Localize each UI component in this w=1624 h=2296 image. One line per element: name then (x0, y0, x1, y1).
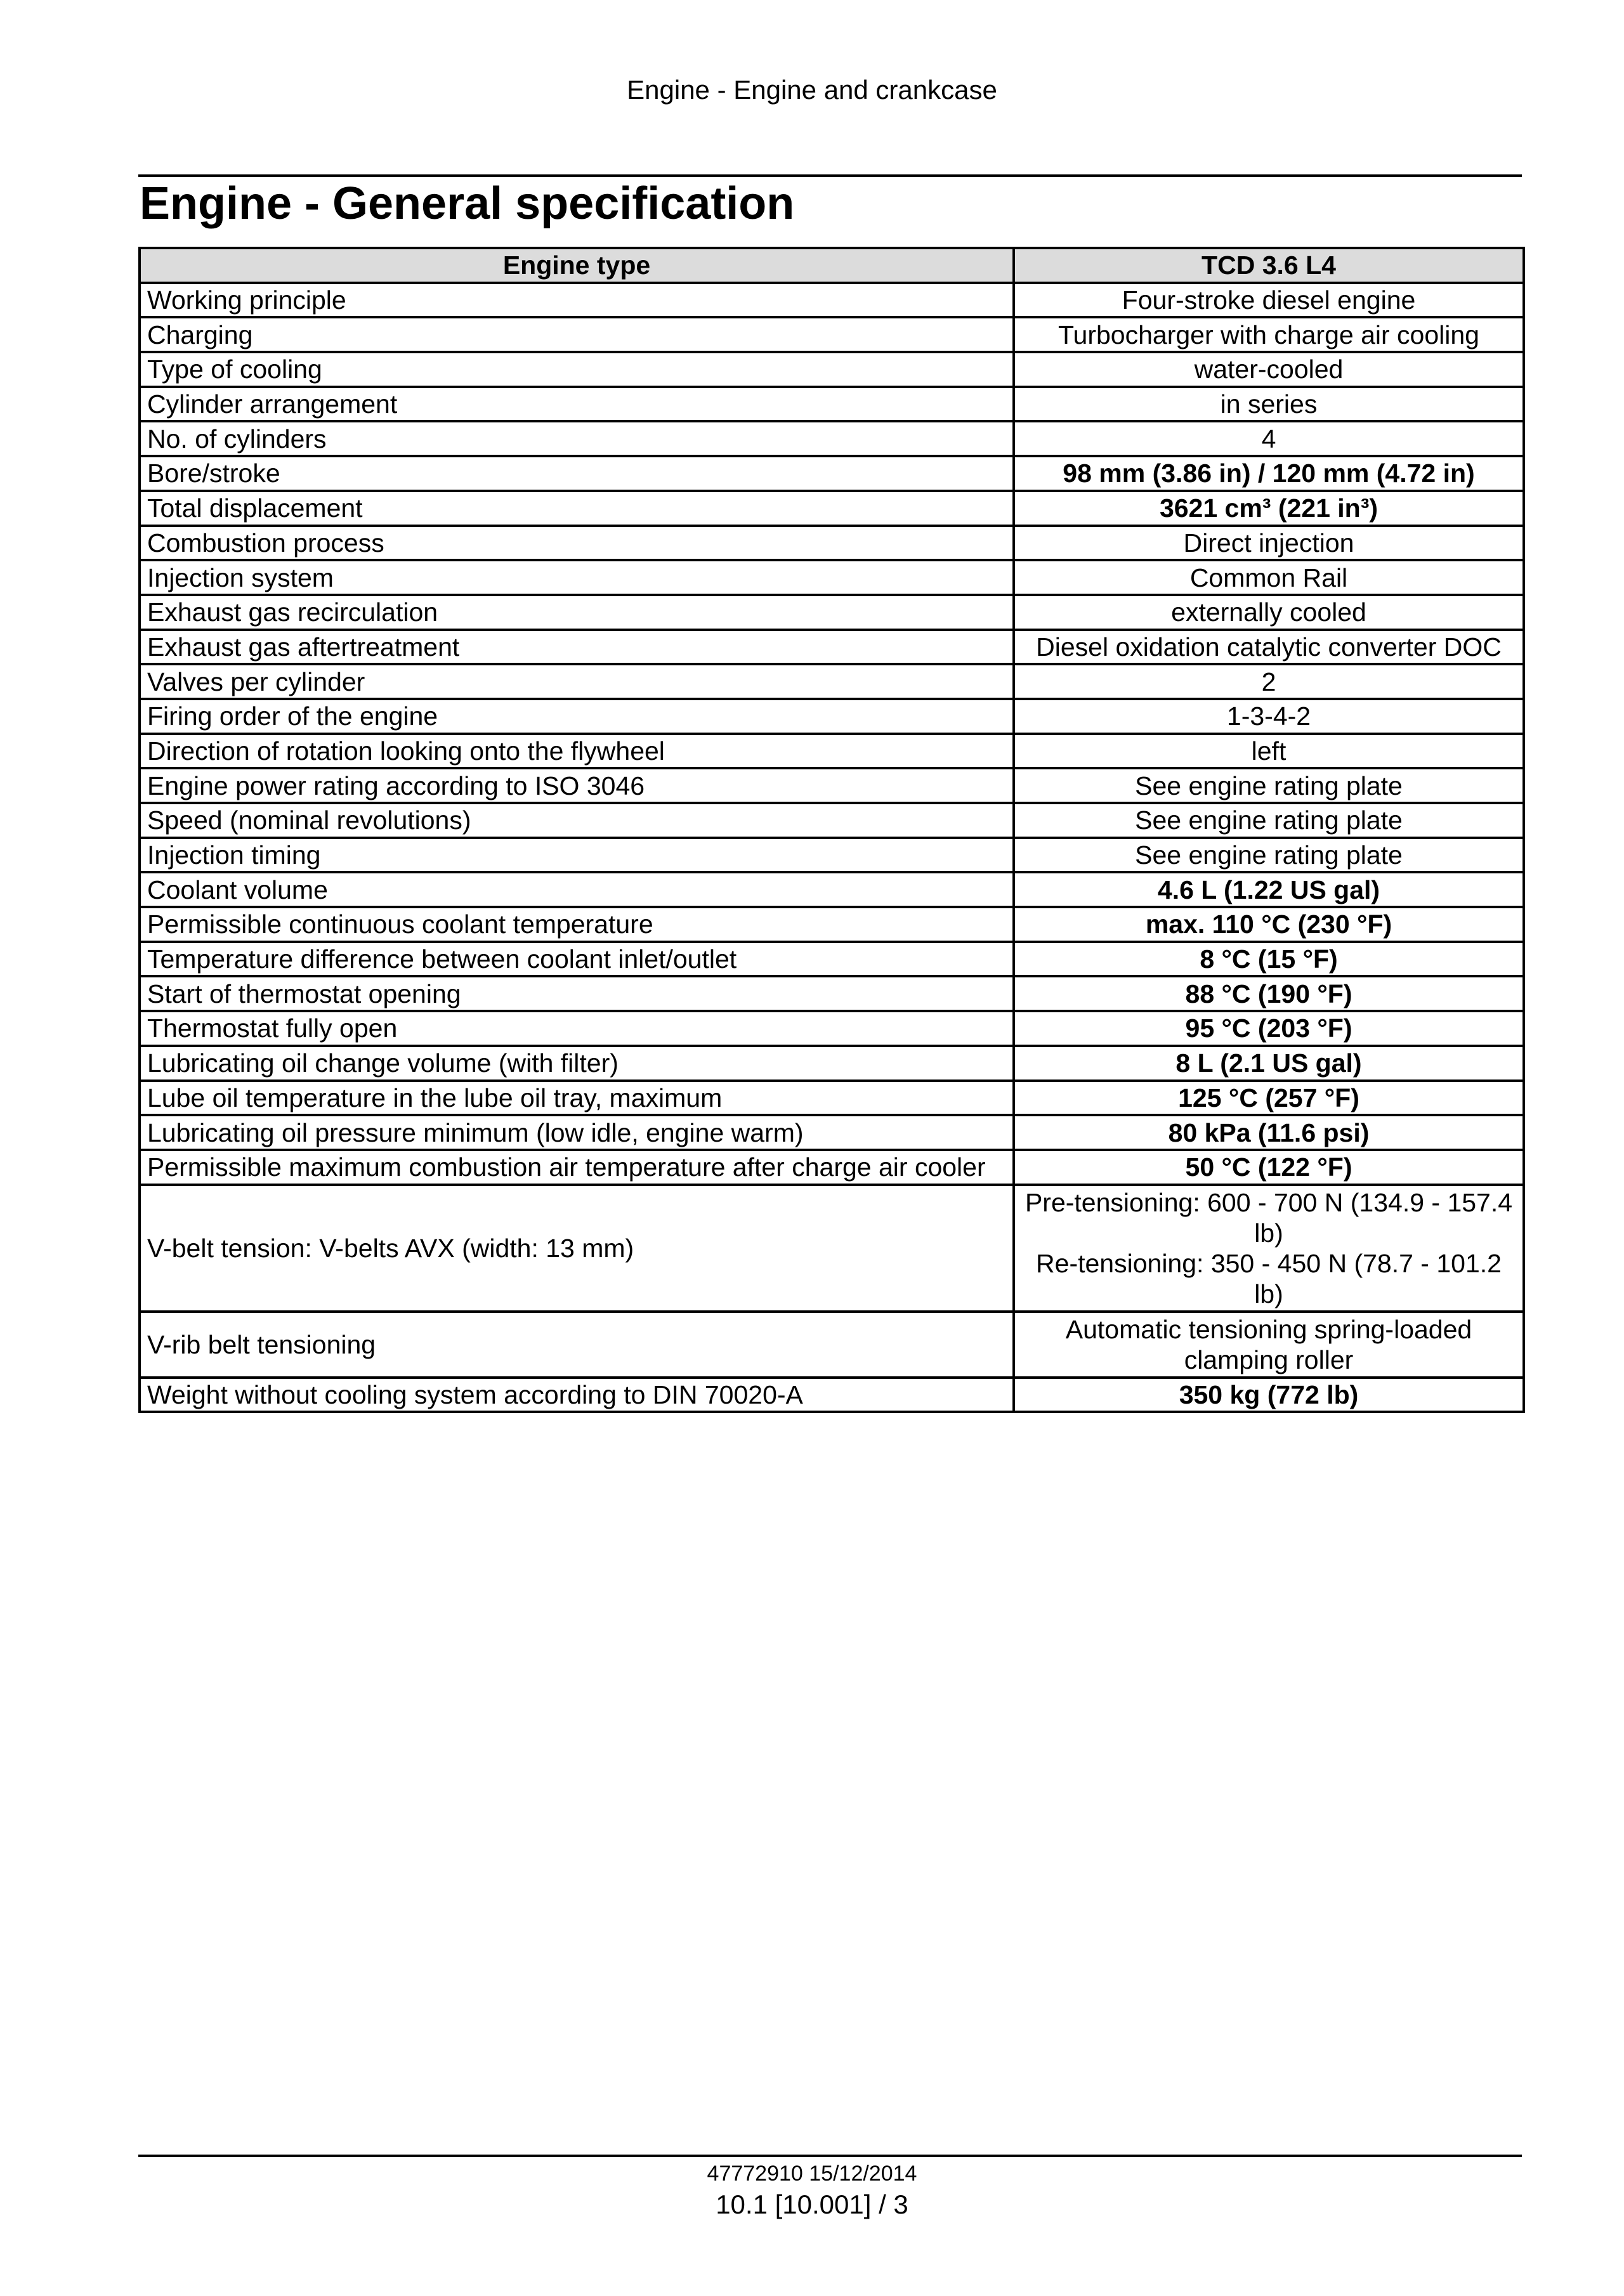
table-row (140, 491, 1524, 526)
spec-label: Lubricating oil change volume (with filter) (140, 1046, 1014, 1081)
spec-label: Charging (140, 317, 1014, 352)
running-header: Engine - Engine and crankcase (627, 75, 997, 105)
spec-value: 350 kg (772 lb) (1014, 1378, 1524, 1412)
spec-value: 1-3-4-2 (1014, 699, 1524, 734)
spec-value: 4.6 L (1.22 US gal) (1014, 872, 1524, 907)
table-row (140, 699, 1524, 734)
spec-label: Total displacement (140, 491, 1014, 526)
spec-value: 3621 cm³ (221 in³) (1014, 491, 1524, 526)
spec-value: See engine rating plate (1014, 768, 1524, 803)
spec-label: Engine power rating according to ISO 3046 (140, 768, 1014, 803)
table-row (140, 1011, 1524, 1046)
table-row (140, 456, 1524, 491)
spec-value: Turbocharger with charge air cooling (1014, 317, 1524, 352)
spec-label: Exhaust gas aftertreatment (140, 630, 1014, 665)
table-row (140, 317, 1524, 352)
spec-label: Valves per cylinder (140, 664, 1014, 699)
table-row (140, 352, 1524, 387)
table-row (140, 595, 1524, 630)
table-row (140, 421, 1524, 456)
spec-value: Common Rail (1014, 560, 1524, 595)
footer-document-reference: 47772910 15/12/2014 (707, 2162, 917, 2186)
spec-value: Four-stroke diesel engine (1014, 283, 1524, 318)
table-header-row (140, 248, 1524, 283)
table-row (140, 283, 1524, 318)
spec-label: Direction of rotation looking onto the flywheel (140, 734, 1014, 769)
spec-label: Start of thermostat opening (140, 976, 1014, 1011)
spec-value: Direct injection (1014, 526, 1524, 561)
spec-value: 98 mm (3.86 in) / 120 mm (4.72 in) (1014, 456, 1524, 491)
column-header-model: TCD 3.6 L4 (1014, 248, 1524, 283)
spec-label: Temperature difference between coolant inlet/outlet (140, 942, 1014, 977)
spec-label: Bore/stroke (140, 456, 1014, 491)
table-row (140, 630, 1524, 665)
spec-label: Permissible continuous coolant temperature (140, 907, 1014, 942)
spec-value: externally cooled (1014, 595, 1524, 630)
spec-value: in series (1014, 387, 1524, 422)
spec-label: Firing order of the engine (140, 699, 1014, 734)
spec-value: See engine rating plate (1014, 838, 1524, 873)
spec-label: Working principle (140, 283, 1014, 318)
table-row (140, 838, 1524, 873)
spec-label: Lubricating oil pressure minimum (low idle, engine warm) (140, 1115, 1014, 1150)
spec-value: See engine rating plate (1014, 803, 1524, 838)
spec-value: Automatic tensioning spring-loaded clamping roller (1014, 1312, 1524, 1378)
spec-value: 88 °C (190 °F) (1014, 976, 1524, 1011)
spec-label: V-belt tension: V-belts AVX (width: 13 mm) (140, 1185, 1014, 1312)
spec-label: Combustion process (140, 526, 1014, 561)
spec-label: No. of cylinders (140, 421, 1014, 456)
spec-value: 4 (1014, 421, 1524, 456)
table-row (140, 907, 1524, 942)
spec-label: Lube oil temperature in the lube oil tray, maximum (140, 1081, 1014, 1116)
table-row (140, 976, 1524, 1011)
spec-label: Weight without cooling system according to DIN 70020-A (140, 1378, 1014, 1412)
table-row (140, 1185, 1524, 1312)
table-row (140, 387, 1524, 422)
table-row (140, 734, 1524, 769)
spec-value (1014, 1185, 1524, 1312)
spec-label: Injection timing (140, 838, 1014, 873)
spec-label: Cylinder arrangement (140, 387, 1014, 422)
table-row (140, 803, 1524, 838)
spec-value: left (1014, 734, 1524, 769)
spec-value: 95 °C (203 °F) (1014, 1011, 1524, 1046)
pre-tensioning-value: Pre-tensioning: 600 - 700 N (134.9 - 157.4 lb) (1025, 1187, 1513, 1248)
footer-divider (138, 2155, 1522, 2157)
table-row (140, 1046, 1524, 1081)
header-divider (138, 174, 1522, 177)
spec-label: Injection system (140, 560, 1014, 595)
spec-label: V-rib belt tensioning (140, 1312, 1014, 1378)
table-row (140, 664, 1524, 699)
table-row (140, 1115, 1524, 1150)
spec-value: 2 (1014, 664, 1524, 699)
spec-label: Type of cooling (140, 352, 1014, 387)
table-row (140, 872, 1524, 907)
table-row (140, 560, 1524, 595)
spec-value: 80 kPa (11.6 psi) (1014, 1115, 1524, 1150)
spec-label: Exhaust gas recirculation (140, 595, 1014, 630)
table-row (140, 1081, 1524, 1116)
spec-label: Coolant volume (140, 872, 1014, 907)
table-row (140, 1312, 1524, 1378)
spec-value: 8 °C (15 °F) (1014, 942, 1524, 977)
spec-value: water-cooled (1014, 352, 1524, 387)
spec-value: max. 110 °C (230 °F) (1014, 907, 1524, 942)
footer-page-number: 10.1 [10.001] / 3 (716, 2189, 908, 2219)
spec-value: 8 L (2.1 US gal) (1014, 1046, 1524, 1081)
spec-table (138, 247, 1525, 1413)
table-row (140, 768, 1524, 803)
table-row (140, 942, 1524, 977)
table-row (140, 1150, 1524, 1185)
spec-value: Diesel oxidation catalytic converter DOC (1014, 630, 1524, 665)
table-row (140, 526, 1524, 561)
spec-label: Permissible maximum combustion air temperature after charge air cooler (140, 1150, 1014, 1185)
spec-value: 125 °C (257 °F) (1014, 1081, 1524, 1116)
page-title: Engine - General specification (140, 178, 795, 229)
spec-label: Thermostat fully open (140, 1011, 1014, 1046)
spec-label: Speed (nominal revolutions) (140, 803, 1014, 838)
spec-value: 50 °C (122 °F) (1014, 1150, 1524, 1185)
column-header-engine-type: Engine type (140, 248, 1014, 283)
table-row (140, 1378, 1524, 1412)
re-tensioning-value: Re-tensioning: 350 - 450 N (78.7 - 101.2 lb) (1036, 1248, 1502, 1308)
